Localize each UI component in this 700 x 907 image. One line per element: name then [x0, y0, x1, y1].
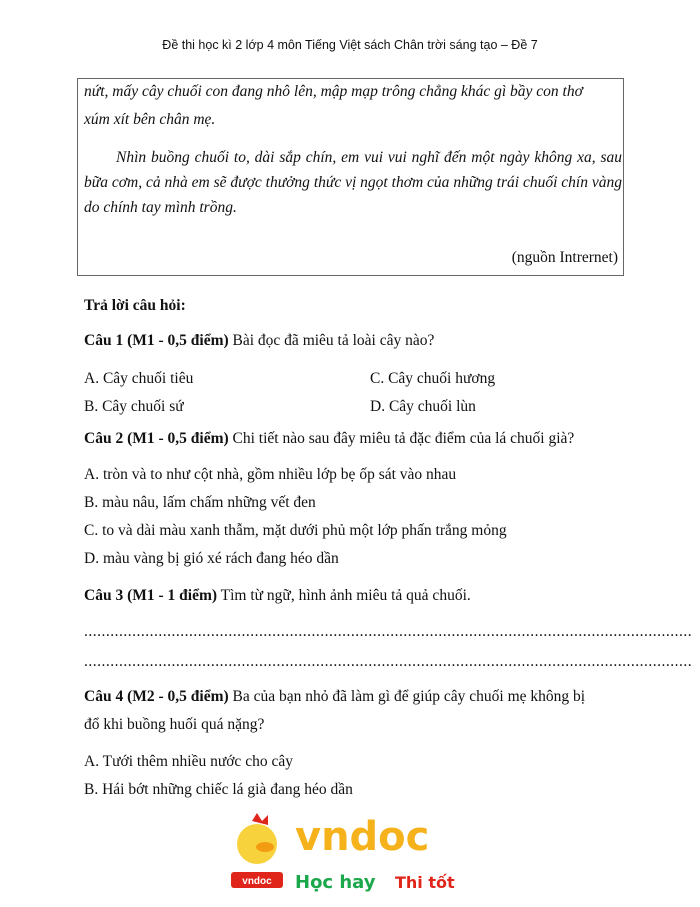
- option-b: B. màu nâu, lấm chấm những vết đen: [84, 494, 316, 511]
- option-a: A. Tưới thêm nhiều nước cho cây: [84, 753, 293, 770]
- option-d: D. màu vàng bị gió xé rách đang héo dần: [84, 550, 339, 567]
- question-text-cont: đổ khi buồng huối quá nặng?: [84, 716, 265, 733]
- option-c: C. to và dài màu xanh thẫm, mặt dưới phủ một lớp phấn trắng mỏng: [84, 522, 507, 539]
- question-1: [84, 332, 434, 350]
- option-c: C. Cây chuối hương: [370, 370, 496, 387]
- question-label: Câu 1 (M1 - 0,5 điểm): [84, 332, 229, 349]
- question-text: Tìm từ ngữ, hình ảnh miêu tả quả chuối.: [217, 587, 471, 604]
- question-4: [84, 688, 585, 706]
- answer-line: ...........................................................................................................................................: [84, 653, 693, 670]
- question-label: Câu 3 (M1 - 1 điểm): [84, 587, 218, 604]
- option-b: B. Cây chuối sứ: [84, 398, 184, 415]
- question-2: [84, 430, 574, 448]
- watermark-brand: vndoc: [295, 814, 430, 860]
- question-label: Câu 4 (M2 - 0,5 điểm): [84, 688, 229, 705]
- option-b: B. Hái bớt những chiếc lá già đang héo dần: [84, 781, 353, 798]
- option-a: A. Cây chuối tiêu: [84, 370, 194, 387]
- passage-source: (nguồn Intrernet): [511, 249, 618, 266]
- passage-paragraph: Nhìn buồng chuối to, dài sắp chín, em vui vui nghĩ đến một ngày không xa, sau bữa cơm, cả nhà em sẽ được thưởng thức vị ngọt thơm của những trái chuối chín vàng do chính tay mình trồng.: [84, 149, 622, 216]
- section-title: Trả lời câu hỏi:: [84, 297, 186, 314]
- answer-line: ...........................................................................................................................................: [84, 623, 693, 640]
- mascot-logo-icon: [225, 812, 475, 902]
- passage-line: xúm xít bên chân mẹ.: [84, 111, 216, 128]
- option-d: D. Cây chuối lùn: [370, 398, 476, 415]
- question-text: Chi tiết nào sau đây miêu tả đặc điểm của lá chuối già?: [228, 430, 575, 447]
- passage-line: nứt, mấy cây chuối con đang nhô lên, mập mạp trông chẳng khác gì bầy con thơ: [84, 83, 583, 100]
- question-text: Ba của bạn nhỏ đã làm gì để giúp cây chuối mẹ không bị: [228, 688, 586, 705]
- question-3: [84, 587, 471, 605]
- watermark-slogan-1: Học hay: [295, 872, 376, 893]
- watermark-slogan-2: Thi tốt: [395, 873, 455, 892]
- page-header: Đề thi học kì 2 lớp 4 môn Tiếng Việt sách Chân trời sáng tạo – Đề 7: [162, 38, 538, 52]
- question-text: Bài đọc đã miêu tả loài cây nào?: [228, 332, 435, 349]
- watermark-brand-small: vndoc: [242, 876, 272, 887]
- question-label: Câu 2 (M1 - 0,5 điểm): [84, 430, 229, 447]
- vndoc-watermark: [225, 812, 475, 902]
- option-a: A. tròn và to như cột nhà, gồm nhiều lớp bẹ ốp sát vào nhau: [84, 466, 457, 483]
